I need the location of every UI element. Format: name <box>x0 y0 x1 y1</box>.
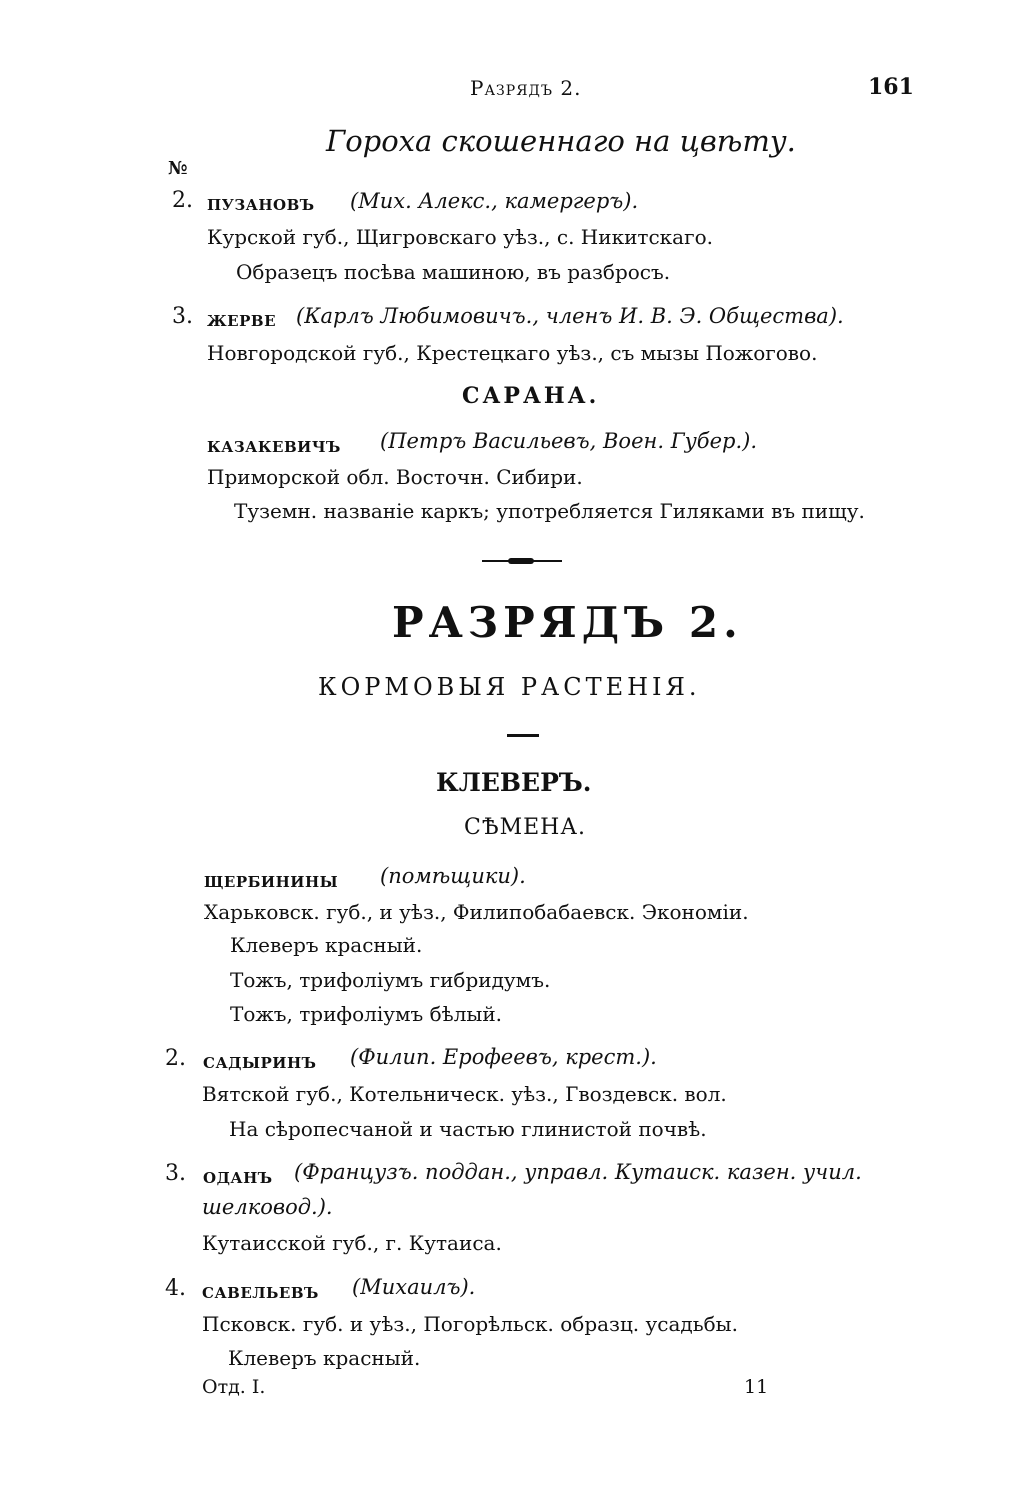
section-mark: Отд. I. <box>202 1376 266 1398</box>
exhibitor-location: Вятской губ., Котельническ. уѣз., Гвоздевск. вол. <box>202 1082 727 1106</box>
exhibitor-name: казакевичъ <box>207 432 341 457</box>
exhibitor-details: (Французъ. поддан., управл. Кутаиск. казен. учил. <box>294 1160 862 1184</box>
signature-mark: 11 <box>744 1376 769 1398</box>
exhibit-note: Образецъ посѣва машиною, въ разбросъ. <box>236 260 671 284</box>
exhibitor-name: оданъ <box>203 1163 273 1188</box>
entry-number: 4. <box>165 1276 186 1301</box>
running-title: Разрядъ 2. <box>470 76 582 100</box>
division-title: РАЗРЯДЪ 2. <box>392 598 743 647</box>
exhibit-note: Туземн. названіе каркъ; употребляется Гиляками въ пищу. <box>234 499 865 523</box>
exhibitor-location: Псковск. губ. и уѣз., Погорѣльск. образц. усадьбы. <box>202 1312 738 1336</box>
exhibitor-location: Кутаисской губ., г. Кутаиса. <box>202 1231 502 1255</box>
exhibitor-details-continued: шелковод.). <box>202 1195 333 1219</box>
section-heading-peas: Гороха скошеннаго на цвѣту. <box>326 124 796 158</box>
exhibit-note: Клеверъ красный. <box>230 933 423 957</box>
exhibitor-name: щербинины <box>204 867 339 892</box>
exhibitor-location: Новгородской губ., Крестецкаго уѣз., съ мызы Пожогово. <box>207 341 818 365</box>
exhibit-note: Тожъ, трифоліумъ гибридумъ. <box>230 968 551 992</box>
exhibitor-details: (Карлъ Любимовичъ., членъ И. В. Э. Общества). <box>296 304 844 328</box>
exhibitor-location: Приморской обл. Восточн. Сибири. <box>207 465 583 489</box>
section-heading-clover: КЛЕВЕРЪ. <box>436 768 592 797</box>
exhibitor-location: Харьковск. губ., и уѣз., Филипобабаевск. Экономіи. <box>204 900 749 924</box>
exhibit-note: На сѣропесчаной и частью глинистой почвѣ. <box>229 1117 707 1141</box>
exhibitor-name: жерве <box>207 306 277 331</box>
exhibit-note: Клеверъ красный. <box>228 1346 421 1370</box>
section-divider <box>507 734 539 737</box>
page-number: 161 <box>868 74 914 100</box>
exhibitor-details: (Михаилъ). <box>352 1275 476 1299</box>
exhibitor-details: (Мих. Алекс., камергеръ). <box>350 189 639 213</box>
entry-number: 2. <box>172 188 193 213</box>
exhibitor-name: садыринъ <box>203 1048 317 1073</box>
number-sign: № <box>168 158 188 179</box>
entry-number: 3. <box>172 304 193 329</box>
exhibitor-details: (Петръ Васильевъ, Воен. Губер.). <box>380 429 758 453</box>
entry-number: 2. <box>165 1046 186 1071</box>
subsection-heading-seeds: СѢМЕНА. <box>464 815 587 840</box>
entry-number: 3. <box>165 1161 186 1186</box>
exhibit-note: Тожъ, трифоліумъ бѣлый. <box>230 1002 503 1026</box>
exhibitor-name: пузановъ <box>207 190 315 215</box>
exhibitor-location: Курской губ., Щигровскаго уѣз., с. Никитскаго. <box>207 225 713 249</box>
exhibitor-details: (помѣщики). <box>380 864 526 888</box>
division-subtitle: КОРМОВЫЯ РАСТЕНІЯ. <box>318 673 701 701</box>
section-heading-sarana: САРАНА. <box>462 383 600 409</box>
ornamental-rule-center <box>508 558 534 564</box>
exhibitor-name: савельевъ <box>202 1278 319 1303</box>
exhibitor-details: (Филип. Ерофеевъ, крест.). <box>350 1045 657 1069</box>
